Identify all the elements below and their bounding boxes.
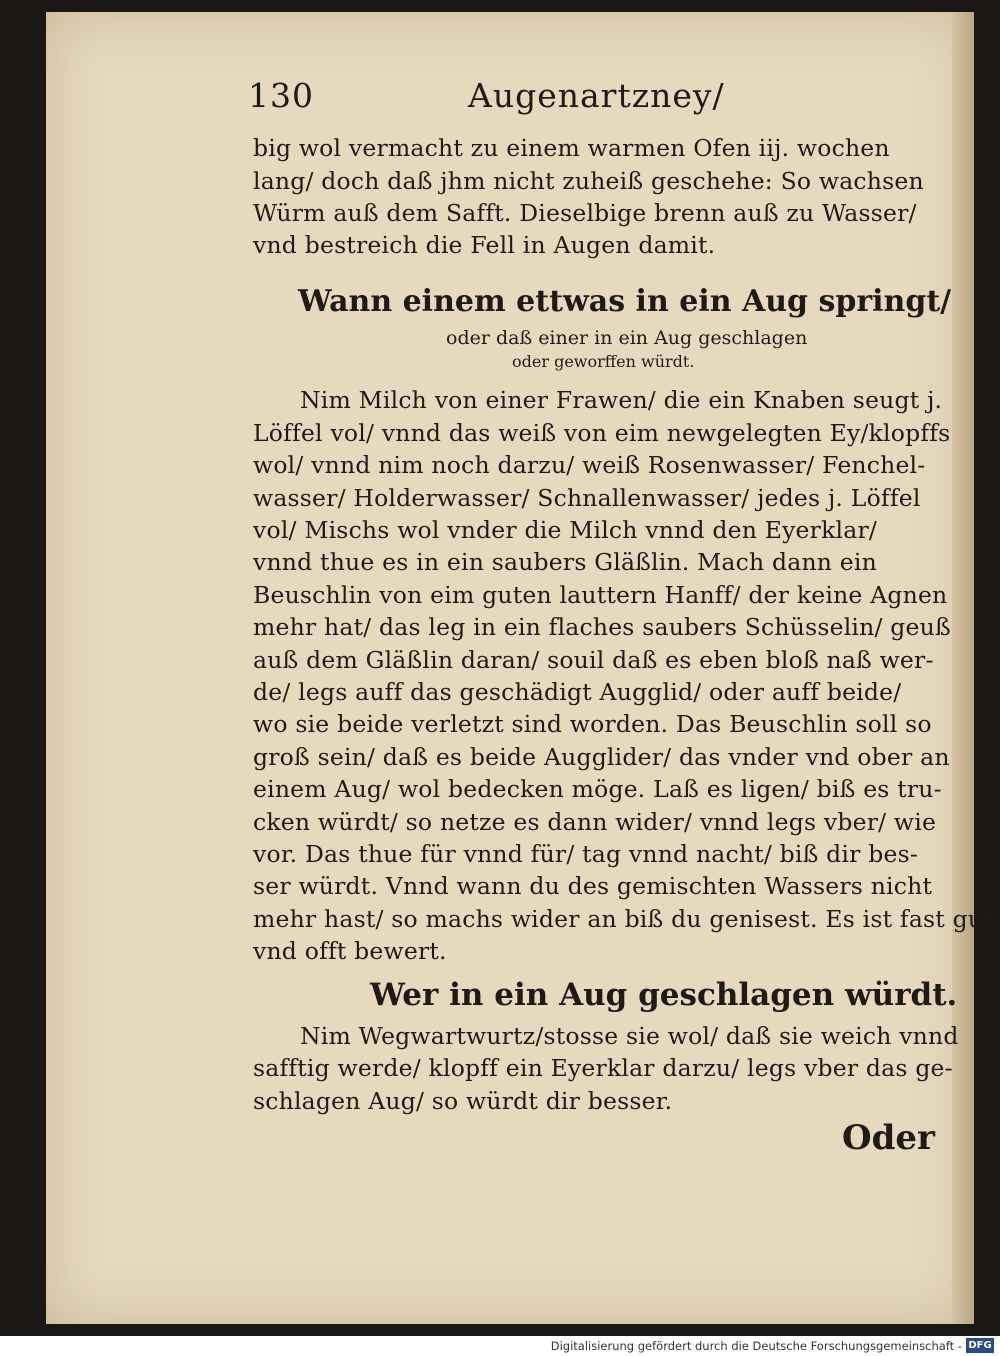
text-line: groß sein/ daß es beide Augglider/ das vnder vnd ober an <box>253 743 950 771</box>
text-line: big wol vermacht zu einem warmen Ofen iij. wochen <box>253 134 890 162</box>
text-line: Beuschlin von eim guten lauttern Hanff/ der keine Agnen <box>253 581 948 609</box>
text-line: de/ legs auff das geschädigt Augglid/ oder auff beide/ <box>253 678 902 706</box>
section-subheading: oder daß einer in ein Aug geschlagen <box>446 327 808 349</box>
text-line: einem Aug/ wol bedecken möge. Laß es ligen/ biß es tru- <box>253 775 942 803</box>
text-line: wasser/ Holderwasser/ Schnallenwasser/ jedes j. Löffel <box>253 484 921 512</box>
section-subheading: oder geworffen würdt. <box>512 352 695 371</box>
text-line: vnd offt bewert. <box>253 937 447 965</box>
text-line: vnd bestreich die Fell in Augen damit. <box>253 231 716 259</box>
catchword: Oder <box>842 1118 935 1158</box>
page-edge <box>952 12 974 1324</box>
text-line: schlagen Aug/ so würdt dir besser. <box>253 1087 673 1115</box>
text-line: mehr hat/ das leg in ein flaches saubers Schüsselin/ geuß <box>253 613 951 641</box>
text-line: auß dem Gläßlin daran/ souil daß es eben bloß naß wer- <box>253 646 934 674</box>
text-line: lang/ doch daß jhm nicht zuheiß geschehe: So wachsen <box>253 167 924 195</box>
folio-number: 130 <box>248 76 314 115</box>
section-heading: Wer in ein Aug geschlagen würdt. <box>370 977 958 1013</box>
text-line: wo sie beide verletzt sind worden. Das Beuschlin soll so <box>253 710 932 738</box>
text-line: Nim Wegwartwurtz/stosse sie wol/ daß sie weich vnnd <box>300 1022 959 1050</box>
funding-credit: Digitalisierung gefördert durch die Deutsche Forschungsgemeinschaft - <box>550 1339 962 1353</box>
dfg-logo: DFG <box>966 1338 994 1353</box>
section-heading: Wann einem ettwas in ein Aug springt/ <box>298 284 952 319</box>
text-line: safftig werde/ klopff ein Eyerklar darzu/ legs vber das ge- <box>253 1054 953 1082</box>
text-line: wol/ vnnd nim noch darzu/ weiß Rosenwasser/ Fenchel- <box>253 451 926 479</box>
text-line: Nim Milch von einer Frawen/ die ein Knaben seugt j. <box>300 386 943 414</box>
text-line: cken würdt/ so netze es dann wider/ vnnd legs vber/ wie <box>253 808 937 836</box>
footer-bar <box>0 1336 1000 1356</box>
text-line: vor. Das thue für vnnd für/ tag vnnd nacht/ biß dir bes- <box>253 840 918 868</box>
text-line: ser würdt. Vnnd wann du des gemischten Wassers nicht <box>253 872 933 900</box>
text-line: vol/ Mischs wol vnder die Milch vnnd den Eyerklar/ <box>253 516 878 544</box>
text-line: vnnd thue es in ein saubers Gläßlin. Mach dann ein <box>253 548 877 576</box>
running-head-title: Augenartzney/ <box>468 76 725 115</box>
text-line: mehr hast/ so machs wider an biß du genisest. Es ist fast gut <box>253 905 993 933</box>
text-line: Würm auß dem Safft. Dieselbige brenn auß zu Wasser/ <box>253 199 917 227</box>
text-line: Löffel vol/ vnnd das weiß von eim newgelegten Ey/klopffs <box>253 419 951 447</box>
